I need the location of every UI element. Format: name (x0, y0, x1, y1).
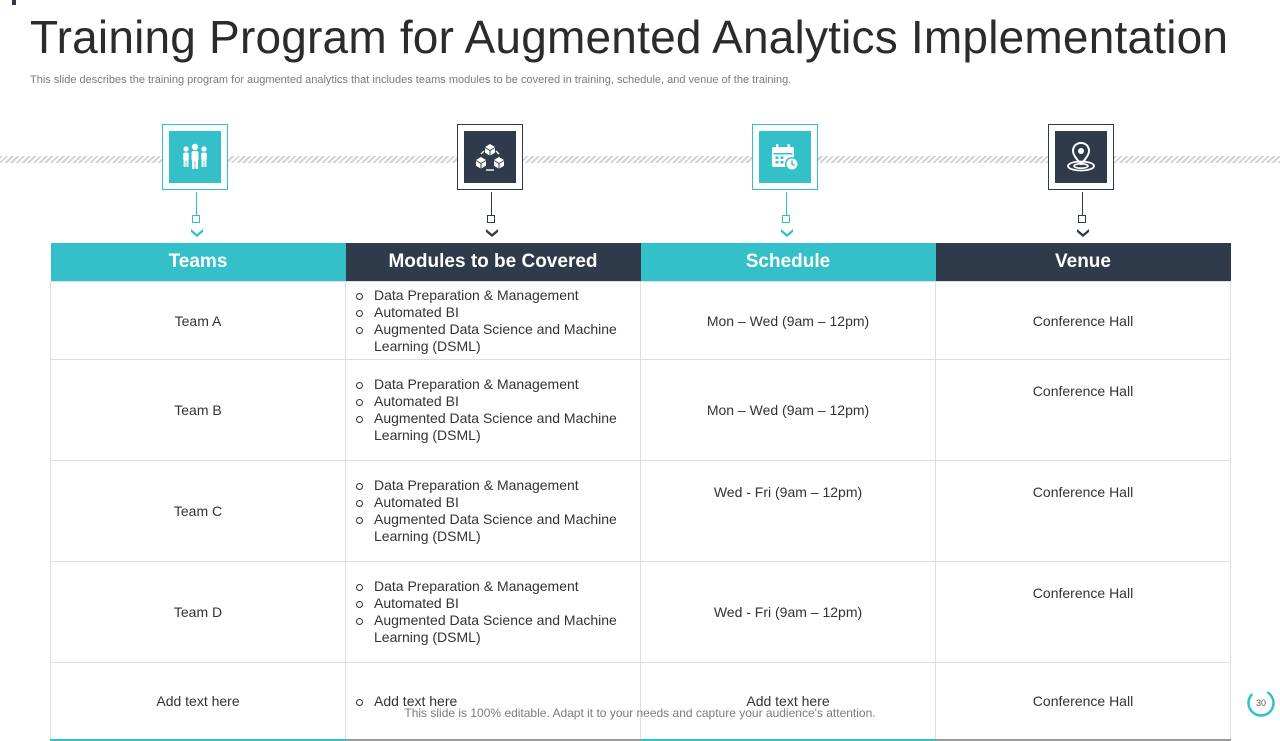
connector-square (192, 215, 200, 223)
schedule-icon-frame (752, 124, 818, 190)
module-item: Data Preparation & Management (354, 477, 640, 494)
table-row (51, 360, 1231, 461)
schedule-cell: Add text here (641, 663, 936, 741)
schedule-cell: Wed - Fri (9am – 12pm) (641, 461, 936, 562)
module-item: Augmented Data Science and Machine Learning (DSML) (354, 612, 640, 646)
venue-cell: Conference Hall (936, 461, 1231, 562)
connector-square (1078, 215, 1086, 223)
chevron-down-icon (780, 228, 794, 238)
modules-cell (346, 663, 641, 741)
header-venue: Venue (936, 243, 1231, 282)
module-item: Automated BI (354, 304, 640, 321)
slide-title: Training Program for Augmented Analytics Implementation (30, 11, 1229, 63)
modules-icon-column (457, 124, 527, 242)
table-row (51, 461, 1231, 562)
table-header-row (51, 243, 1231, 282)
chevron-down-icon (1076, 228, 1090, 238)
module-item: Augmented Data Science and Machine Learning (DSML) (354, 321, 640, 355)
module-item: Augmented Data Science and Machine Learning (DSML) (354, 511, 640, 545)
venue-icon-frame (1048, 124, 1114, 190)
modules-cell (346, 562, 641, 663)
chevron-down-icon (485, 228, 499, 238)
modules-cell (346, 360, 641, 461)
modules-cell (346, 282, 641, 360)
module-item: Automated BI (354, 393, 640, 410)
modules-cell (346, 461, 641, 562)
table-row (51, 663, 1231, 741)
module-item: Data Preparation & Management (354, 578, 640, 595)
slide-subtitle: This slide describes the training program for augmented analytics that includes teams modules to be covered in training, schedule, and venue of the training. (30, 74, 792, 86)
schedule-cell: Mon – Wed (9am – 12pm) (641, 360, 936, 461)
venue-cell: Conference Hall (936, 663, 1231, 741)
module-item: Automated BI (354, 595, 640, 612)
page-number: 30 (1255, 698, 1266, 708)
modules-list (354, 578, 640, 646)
schedule-cell: Mon – Wed (9am – 12pm) (641, 282, 936, 360)
footer-note: This slide is 100% editable. Adapt it to your needs and capture your audience's attention. (404, 706, 876, 720)
team-cell: Team D (51, 562, 346, 663)
team-cell: Team A (51, 282, 346, 360)
venue-cell: Conference Hall (936, 360, 1231, 461)
venue-icon-column (1048, 124, 1118, 242)
header-teams: Teams (51, 243, 346, 282)
module-item: Add text here (354, 693, 640, 710)
modules-list (354, 287, 640, 355)
venue-cell: Conference Hall (936, 282, 1231, 360)
modules-list (354, 376, 640, 444)
training-program-table (50, 243, 1231, 741)
header-schedule: Schedule (641, 243, 936, 282)
team-cell: Add text here (51, 663, 346, 741)
teams-icon-column (162, 124, 232, 242)
venue-cell: Conference Hall (936, 562, 1231, 663)
page-number-badge (1246, 688, 1276, 718)
corner-accent (12, 0, 16, 5)
table-row (51, 562, 1231, 663)
connector-square (782, 215, 790, 223)
people-group-icon (178, 140, 212, 174)
table-row (51, 282, 1231, 360)
modules-icon-frame (457, 124, 523, 190)
modules-cubes-icon (473, 140, 507, 174)
teams-icon-frame (162, 124, 228, 190)
module-item: Automated BI (354, 494, 640, 511)
team-cell: Team B (51, 360, 346, 461)
location-pin-icon (1064, 140, 1098, 174)
chevron-down-icon (190, 228, 204, 238)
module-item: Augmented Data Science and Machine Learning (DSML) (354, 410, 640, 444)
team-cell: Team C (51, 461, 346, 562)
connector-square (487, 215, 495, 223)
schedule-icon-column (752, 124, 822, 242)
header-modules: Modules to be Covered (346, 243, 641, 282)
calendar-clock-icon (768, 140, 802, 174)
schedule-cell: Wed - Fri (9am – 12pm) (641, 562, 936, 663)
module-item: Data Preparation & Management (354, 376, 640, 393)
module-item: Data Preparation & Management (354, 287, 640, 304)
modules-list (354, 477, 640, 545)
